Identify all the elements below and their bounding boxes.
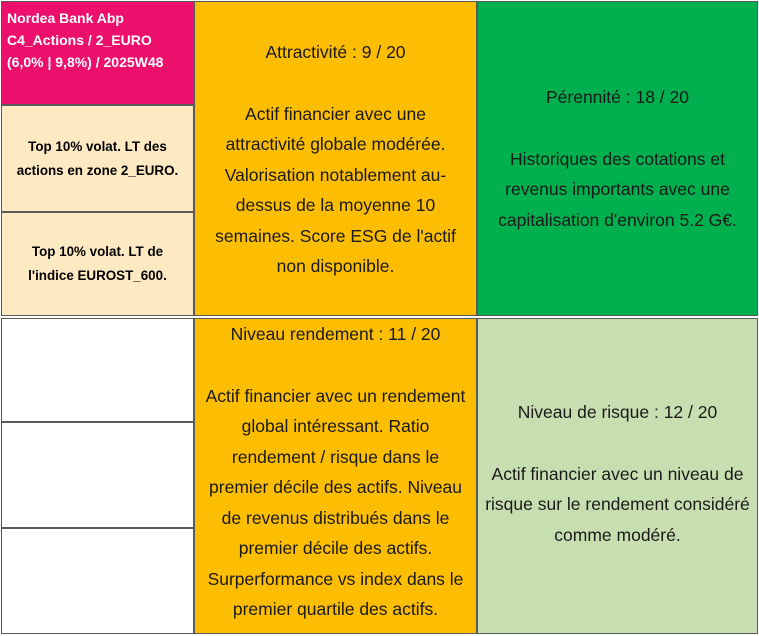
badge-volatility-zone <box>1 105 194 212</box>
attractivite-score: Attractivité : 9 / 20 <box>265 42 406 62</box>
perennite-description: Historiques des cotations et revenus importants avec une capitalisation d'environ 5.2 G€. <box>498 148 737 230</box>
badge-volatility-zone-text: Top 10% volat. LT des actions en zone 2_EURO. <box>16 138 179 178</box>
rendement-description: Actif financier avec un rendement global intéressant. Ratio rendement / risque dans le premier décile des actifs. Niveau de revenus distribués dans le premier décile des actifs. Surperformance vs index dans le premier quartile des actifs. <box>205 385 466 619</box>
perennite-score: Pérennité : 18 / 20 <box>545 87 690 107</box>
badge-volatility-index <box>1 212 194 316</box>
empty-cell-3 <box>1 528 194 634</box>
attractivite-cell <box>194 1 477 316</box>
asset-title-cell <box>1 1 194 105</box>
rendement-cell <box>194 318 477 634</box>
risque-score: Niveau de risque : 12 / 20 <box>517 402 718 422</box>
asset-name: Nordea Bank Abp <box>7 10 124 26</box>
empty-cell-1 <box>1 318 194 422</box>
badge-volatility-index-text: Top 10% volat. LT de l'indice EUROST_600. <box>28 244 167 283</box>
asset-stats: (6,0% | 9,8%) / 2025W48 <box>7 54 164 70</box>
attractivite-description: Actif financier avec une attractivité globale modérée. Valorisation notablement au-dessus de la moyenne 10 semaines. Score ESG de l'actif non disponible. <box>215 103 456 276</box>
rendement-score: Niveau rendement : 11 / 20 <box>230 324 441 344</box>
risque-description: Actif financier avec un niveau de risque sur le rendement considéré comme modéré. <box>485 463 750 545</box>
perennite-cell <box>477 1 758 316</box>
risque-cell <box>477 318 758 634</box>
empty-cell-2 <box>1 422 194 528</box>
asset-category: C4_Actions / 2_EURO <box>7 32 152 48</box>
